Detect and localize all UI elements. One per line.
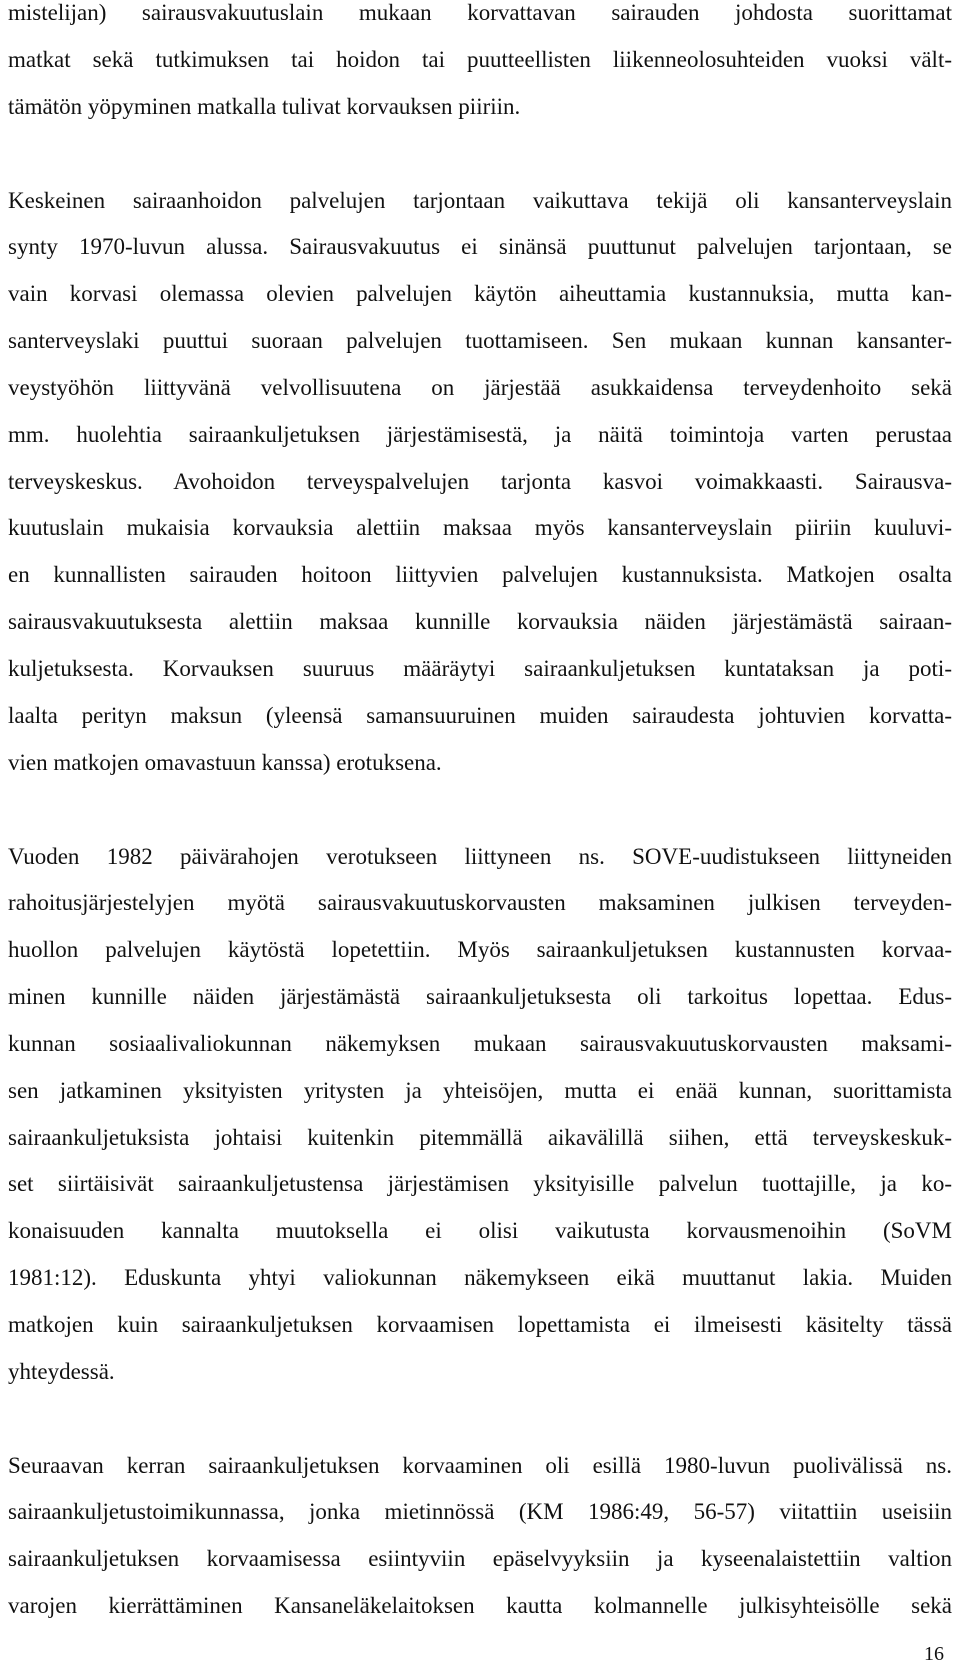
text-line: kunnan sosiaalivaliokunnan näkemyksen mukaan sairausvakuutuskorvausten maksami- <box>8 1030 952 1056</box>
document-page <box>8 0 952 1630</box>
text-line: vain korvasi olemassa olevien palvelujen käytön aiheuttamia kustannuksia, mutta kan- <box>8 281 952 307</box>
text-line: synty 1970-luvun alussa. Sairausvakuutus ei sinänsä puuttunut palvelujen tarjontaan, se <box>8 234 952 260</box>
text-line: kuutuslain mukaisia korvauksia alettiin maksaa myös kansanterveyslain piiriin kuuluvi- <box>8 515 952 541</box>
text-line: Vuoden 1982 päivärahojen verotukseen liittyneen ns. SOVE-uudistukseen liittyneiden <box>8 843 952 869</box>
paragraph-2 <box>8 178 952 787</box>
text-line: matkojen kuin sairaankuljetuksen korvaamisen lopettamista ei ilmeisesti käsitelty tässä <box>8 1311 952 1337</box>
text-line: sen jatkaminen yksityisten yritysten ja yhteisöjen, mutta ei enää kunnan, suorittamista <box>8 1077 952 1103</box>
paragraph-spacer <box>8 131 952 178</box>
text-line: matkat sekä tutkimuksen tai hoidon tai puutteellisten liikenneolosuhteiden vuoksi vält- <box>8 46 952 72</box>
paragraph-4 <box>8 1443 952 1630</box>
text-line: Seuraavan kerran sairaankuljetuksen korvaaminen oli esillä 1980-luvun puolivälissä ns. <box>8 1452 952 1478</box>
text-line: minen kunnille näiden järjestämästä sairaankuljetuksesta oli tarkoitus lopettaa. Edus- <box>8 984 952 1010</box>
paragraph-spacer <box>8 787 952 834</box>
text-line: sairaankuljetuksen korvaamisessa esiintyviin epäselvyyksiin ja kyseenalaistettiin valtion <box>8 1546 952 1572</box>
text-line: en kunnallisten sairauden hoitoon liittyvien palvelujen kustannuksista. Matkojen osalta <box>8 562 952 588</box>
text-line: 1981:12). Eduskunta yhtyi valiokunnan näkemykseen eikä muuttanut lakia. Muiden <box>8 1265 952 1291</box>
text-line: varojen kierrättäminen Kansaneläkelaitoksen kautta kolmannelle julkisyhteisölle sekä <box>8 1593 952 1619</box>
text-line: sairausvakuutuksesta alettiin maksaa kunnille korvauksia näiden järjestämästä sairaan- <box>8 609 952 635</box>
text-line: set siirtäisivät sairaankuljetustensa järjestämisen yksityisille palvelun tuottajille, ja ko- <box>8 1171 952 1197</box>
paragraph-1 <box>8 0 952 131</box>
text-line: Keskeinen sairaanhoidon palvelujen tarjontaan vaikuttava tekijä oli kansanterveyslain <box>8 187 952 213</box>
text-line: kuljetuksesta. Korvauksen suuruus määräytyi sairaankuljetuksen kuntataksan ja poti- <box>8 655 952 681</box>
paragraph-spacer <box>8 1396 952 1443</box>
text-line: rahoitusjärjestelyjen myötä sairausvakuutuskorvausten maksaminen julkisen terveyden- <box>8 890 952 916</box>
text-line: mm. huolehtia sairaankuljetuksen järjestämisestä, ja näitä toimintoja varten perustaa <box>8 421 952 447</box>
text-line: sairaankuljetuksista johtaisi kuitenkin pitemmällä aikavälillä siihen, että terveyskeskuk- <box>8 1124 952 1150</box>
text-line: veystyöhön liittyvänä velvollisuutena on järjestää asukkaidensa terveydenhoito sekä <box>8 374 952 400</box>
text-line: sairaankuljetustoimikunnassa, jonka mietinnössä (KM 1986:49, 56-57) viitattiin useisiin <box>8 1499 952 1525</box>
text-line: vien matkojen omavastuun kanssa) erotuksena. <box>8 749 442 775</box>
text-line: huollon palvelujen käytöstä lopetettiin. Myös sairaankuljetuksen kustannusten korvaa- <box>8 937 952 963</box>
text-line: santerveyslaki puuttui suoraan palvelujen tuottamiseen. Sen mukaan kunnan kansanter- <box>8 328 952 354</box>
text-line: yhteydessä. <box>8 1358 115 1384</box>
page-number: 16 <box>924 1643 944 1665</box>
text-line: terveyskeskus. Avohoidon terveyspalvelujen tarjonta kasvoi voimakkaasti. Sairausva- <box>8 468 952 494</box>
text-line: laalta perityn maksun (yleensä samansuuruinen muiden sairaudesta johtuvien korvatta- <box>8 702 952 728</box>
text-line: mistelijan) sairausvakuutuslain mukaan korvattavan sairauden johdosta suorittamat <box>8 0 952 25</box>
text-line: tämätön yöpyminen matkalla tulivat korvauksen piiriin. <box>8 93 521 119</box>
text-line: konaisuuden kannalta muutoksella ei olisi vaikutusta korvausmenoihin (SoVM <box>8 1218 952 1244</box>
paragraph-3 <box>8 834 952 1396</box>
